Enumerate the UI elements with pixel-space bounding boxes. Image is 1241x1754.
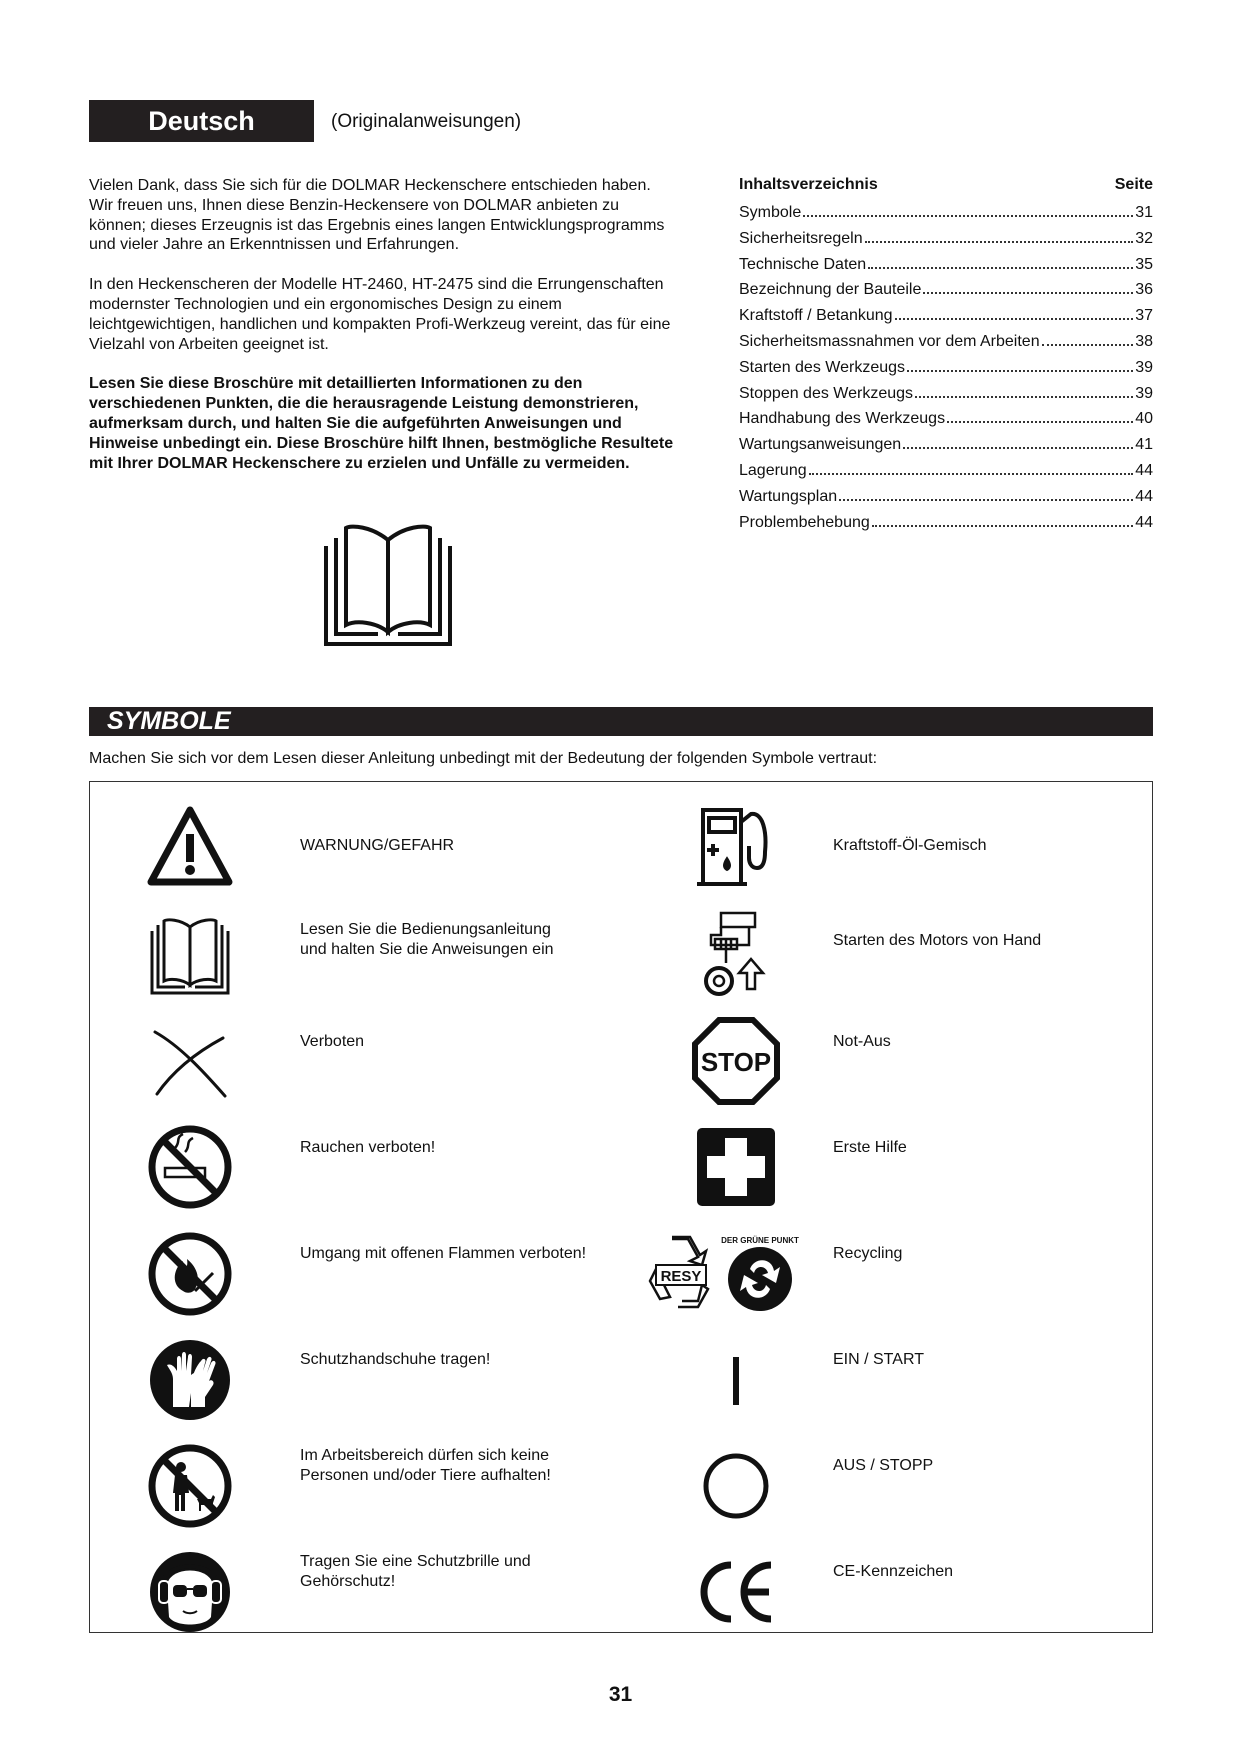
toc-leader-dots xyxy=(803,215,1133,217)
fuel-pump-icon xyxy=(688,799,784,895)
toc-entry xyxy=(739,333,1153,359)
open-book-icon xyxy=(142,906,238,1002)
symbol-label-no-flames: Umgang mit offenen Flammen verboten! xyxy=(300,1245,587,1262)
toc-leader-dots xyxy=(809,473,1134,475)
svg-text:STOP: STOP xyxy=(700,1047,772,1077)
stop-sign-icon xyxy=(688,1013,784,1109)
no-open-flames-icon xyxy=(142,1226,238,1322)
keep-away-icon xyxy=(142,1438,238,1534)
toc-entry-label: Sicherheitsmassnahmen vor dem Arbeiten xyxy=(739,332,1040,350)
toc-entry-page: 44 xyxy=(1135,513,1153,531)
toc-leader-dots xyxy=(839,499,1133,501)
toc-page-header: Seite xyxy=(1114,176,1153,193)
off-switch-icon xyxy=(688,1438,784,1534)
toc-leader-dots xyxy=(915,396,1133,398)
intro-paragraph-3: Lesen Sie diese Broschüre mit detaillierten Informationen zu den verschiedenen Punkten, die die herausragende Leistung demonstrieren, aufmerksam durch, und halten Sie die aufgeführten Anweisungen und Hinweise unbedingt ein. Diese Broschüre hilft Ihnen, bestmögliche Resultete mit Ihrer DOLMAR Heckenschere zu erzielen und Unfälle zu vermeiden. xyxy=(89,375,674,472)
first-aid-icon xyxy=(688,1119,784,1215)
symbol-label-no-smoking: Rauchen verboten! xyxy=(300,1139,436,1156)
toc-entry-page: 44 xyxy=(1135,461,1153,479)
symbol-label-off: AUS / STOPP xyxy=(833,1457,934,1474)
toc-leader-dots xyxy=(903,447,1133,449)
prohibited-cross-icon xyxy=(142,1013,238,1109)
section-title-bar: SYMBOLE xyxy=(89,707,1153,736)
language-tab: Deutsch xyxy=(89,100,314,142)
toc-entry xyxy=(739,281,1153,307)
toc-entry-page: 35 xyxy=(1135,255,1153,273)
toc-leader-dots xyxy=(907,370,1133,372)
toc-leader-dots xyxy=(923,292,1133,294)
toc-entry-label: Wartungsplan xyxy=(739,487,838,505)
toc-entry-label: Kraftstoff / Betankung xyxy=(739,307,893,325)
toc-entry xyxy=(739,307,1153,333)
toc-entry xyxy=(739,488,1153,514)
ce-mark-icon xyxy=(688,1544,784,1640)
section-intro: Machen Sie sich vor dem Lesen dieser Anleitung unbedingt mit der Bedeutung der folgenden Symbole vertraut: xyxy=(89,750,878,767)
symbol-label-manual-start: Starten des Motors von Hand xyxy=(833,932,1042,949)
toc-entry-page: 41 xyxy=(1135,436,1153,454)
intro-paragraph-1: Vielen Dank, dass Sie sich für die DOLMAR Heckenschere entschieden haben. Wir freuen uns, Ihnen diese Benzin-Heckensere von DOLMAR anbieten zu können; dieses Erzeugnis ist das Ergebnis eines langen Entwicklungsprogramms und vieler Jahre an Erkenntnissen und Erfahrungen. xyxy=(89,177,665,254)
read-manual-icon xyxy=(316,520,461,646)
svg-text:DER GRÜNE PUNKT: DER GRÜNE PUNKT xyxy=(721,1236,799,1245)
toc-entry-label: Stoppen des Werkzeugs xyxy=(739,384,914,402)
toc-entry-page: 40 xyxy=(1135,410,1153,428)
recycling-icon xyxy=(642,1226,802,1322)
toc-header xyxy=(739,176,1153,198)
symbol-label-eye-ear: Tragen Sie eine Schutzbrille und Gehörschutz! xyxy=(300,1553,531,1590)
toc-entry-page: 39 xyxy=(1135,384,1153,402)
toc-entry xyxy=(739,256,1153,282)
toc-entry xyxy=(739,462,1153,488)
toc-leader-dots xyxy=(865,241,1134,243)
toc-leader-dots xyxy=(895,318,1134,320)
symbol-label-fuel: Kraftstoff-Öl-Gemisch xyxy=(833,837,987,854)
toc-entry xyxy=(739,514,1153,540)
toc-entry-page: 31 xyxy=(1135,204,1153,221)
toc-entry-label: Handhabung des Werkzeugs xyxy=(739,410,946,428)
symbols-table xyxy=(89,781,1153,1633)
no-smoking-icon xyxy=(142,1119,238,1215)
toc-entry xyxy=(739,204,1153,230)
toc-leader-dots xyxy=(947,421,1133,423)
toc-entry-page: 38 xyxy=(1135,332,1153,350)
toc-title: Inhaltsverzeichnis xyxy=(739,176,878,193)
toc-entry xyxy=(739,359,1153,385)
toc-entry-label: Starten des Werkzeugs xyxy=(739,358,906,376)
toc-leader-dots xyxy=(868,267,1133,269)
toc-entry-label: Technische Daten xyxy=(739,255,867,273)
symbol-label-gloves: Schutzhandschuhe tragen! xyxy=(300,1351,491,1368)
gloves-icon xyxy=(142,1332,238,1428)
toc-entry-label: Symbole xyxy=(739,204,802,221)
toc-entry xyxy=(739,410,1153,436)
toc-entry-label: Bezeichnung der Bauteile xyxy=(739,281,922,299)
symbol-label-read-manual: Lesen Sie die Bedienungsanleitung und halten Sie die Anweisungen ein xyxy=(300,921,554,958)
intro-text xyxy=(89,176,679,493)
toc-entry-label: Sicherheitsregeln xyxy=(739,229,863,247)
eye-ear-protection-icon xyxy=(142,1544,238,1640)
symbol-label-recycling: Recycling xyxy=(833,1245,903,1262)
symbol-label-on: EIN / START xyxy=(833,1351,924,1368)
toc-entry-page: 37 xyxy=(1135,307,1153,325)
toc-entry-label: Lagerung xyxy=(739,461,807,479)
intro-paragraph-2: In den Heckenscheren der Modelle HT-2460, HT-2475 sind die Errungenschaften modernster Technologien und ein ergonomisches Design zu einem leichtgewichtigen, handlichen und kompakten Profi-Werkzeug vereint, das für eine Vielzahl von Arbeiten geeignet ist. xyxy=(89,276,671,353)
toc-leader-dots xyxy=(872,525,1133,527)
symbol-label-keep-away: Im Arbeitsbereich dürfen sich keine Personen und/oder Tiere aufhalten! xyxy=(300,1447,551,1484)
toc-entry-page: 39 xyxy=(1135,358,1153,376)
toc-leader-dots xyxy=(1042,344,1134,346)
toc-entry-page: 32 xyxy=(1135,229,1153,247)
table-of-contents xyxy=(739,176,1153,539)
toc-entry-label: Wartungsanweisungen xyxy=(739,436,902,454)
toc-entry-page: 36 xyxy=(1135,281,1153,299)
toc-entry xyxy=(739,385,1153,411)
warning-triangle-icon xyxy=(142,799,238,895)
page-number: 31 xyxy=(608,1683,633,1706)
symbol-label-first-aid: Erste Hilfe xyxy=(833,1139,907,1156)
symbol-label-prohibited: Verboten xyxy=(300,1033,365,1050)
original-instructions-note: (Originalanweisungen) xyxy=(331,111,522,132)
on-switch-icon xyxy=(688,1332,784,1428)
toc-entry xyxy=(739,436,1153,462)
toc-entry-label: Problembehebung xyxy=(739,513,870,531)
symbol-label-stop: Not-Aus xyxy=(833,1033,891,1050)
symbol-label-warning: WARNUNG/GEFAHR xyxy=(300,837,455,854)
svg-text:RESY: RESY xyxy=(660,1268,702,1285)
symbol-label-ce: CE-Kennzeichen xyxy=(833,1563,954,1580)
manual-start-icon xyxy=(688,906,784,1002)
toc-entry-page: 44 xyxy=(1135,487,1153,505)
toc-entry xyxy=(739,230,1153,256)
